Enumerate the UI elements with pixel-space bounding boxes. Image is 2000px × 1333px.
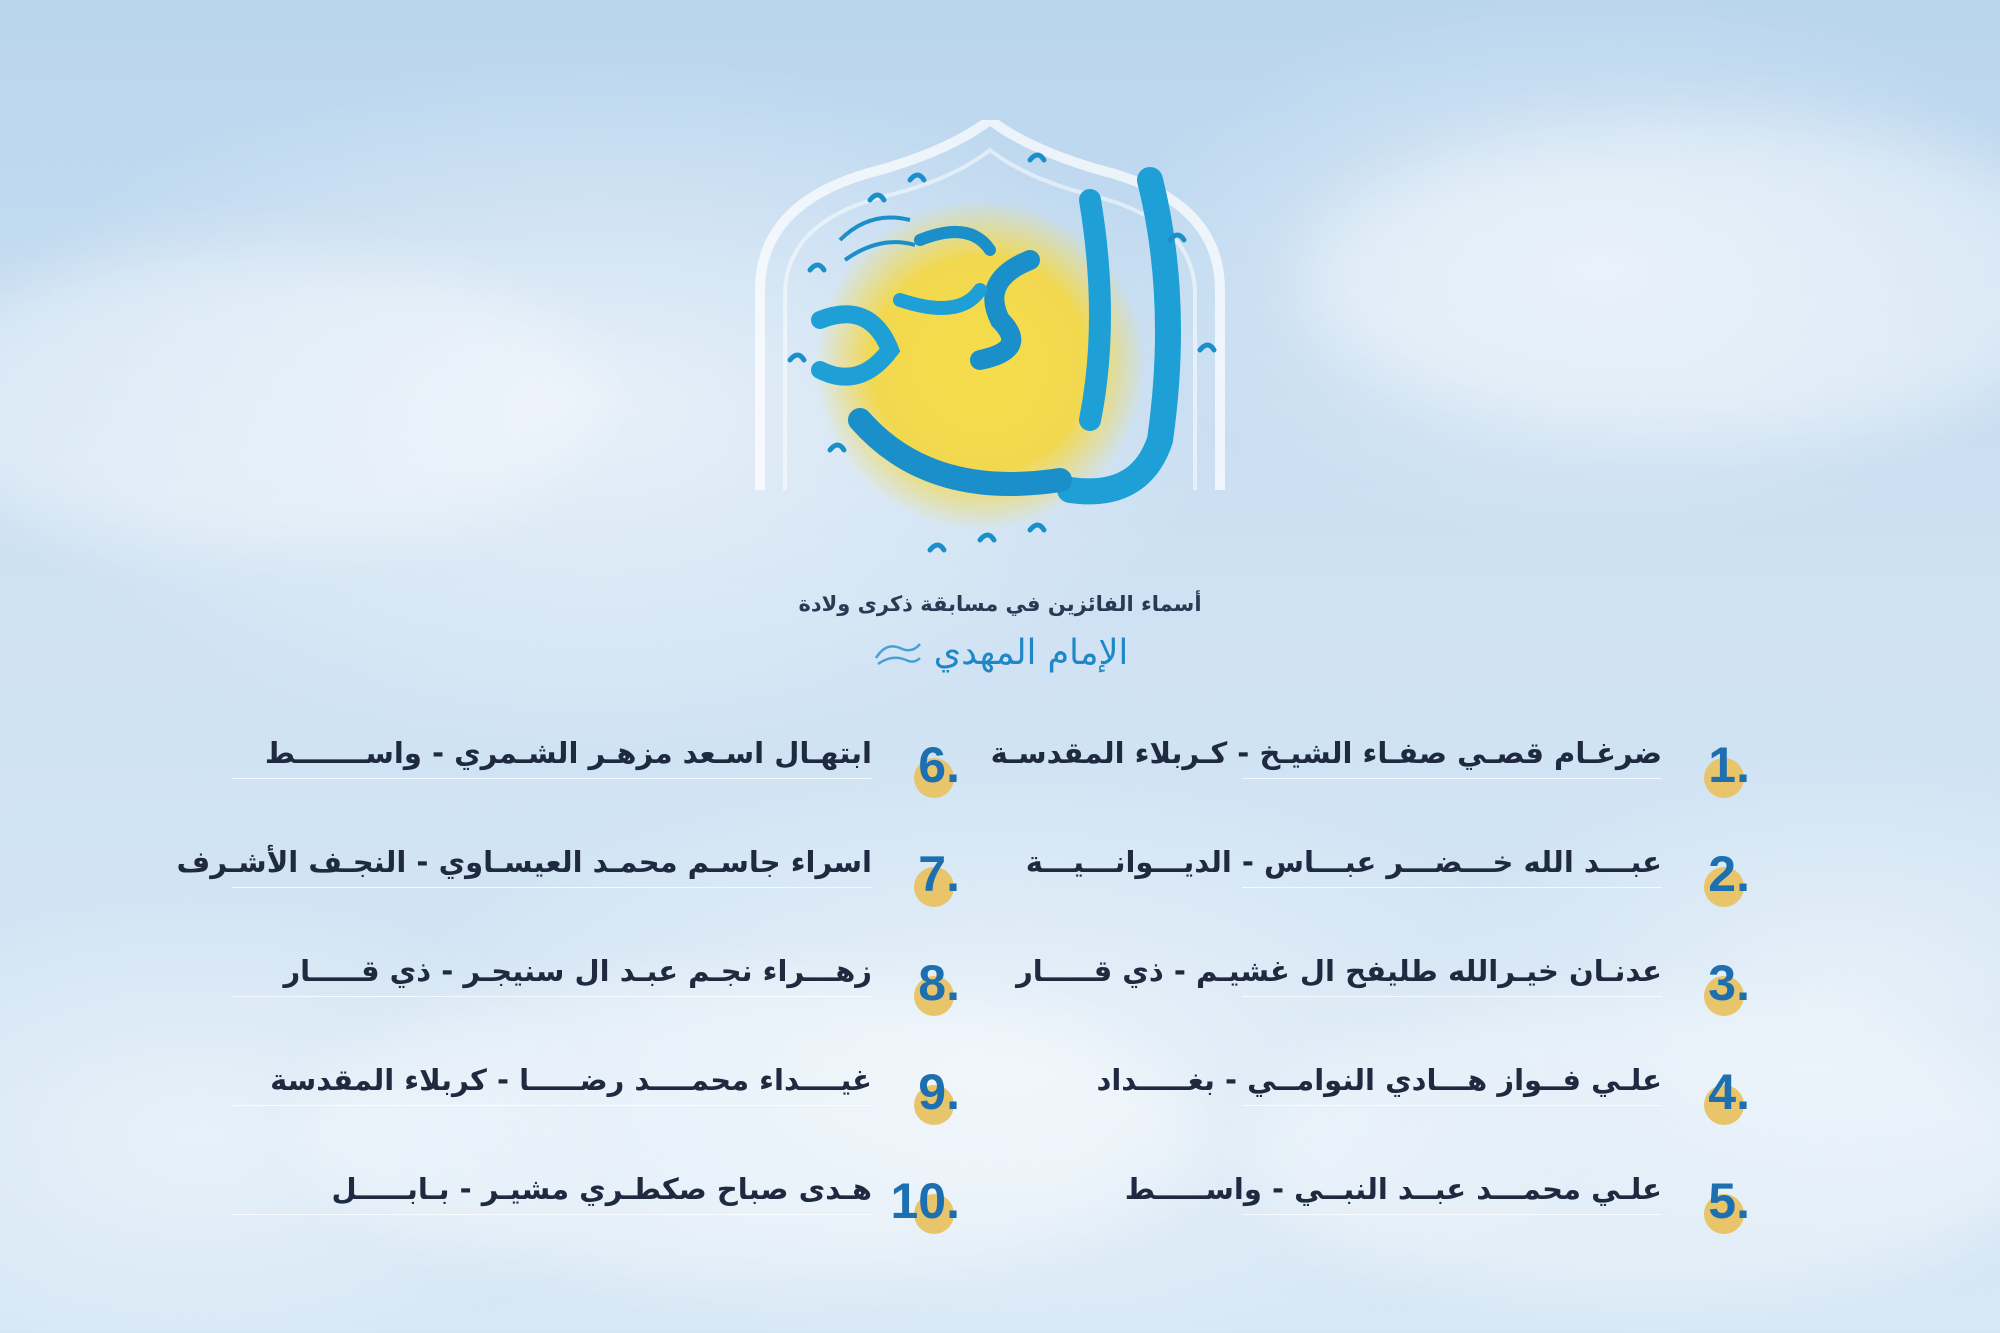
divider <box>1242 887 1662 888</box>
list-item <box>1030 1057 1750 1166</box>
winner-name: زهـــراء نجـم عبـد ال سنيجـر - ذي قـــــار <box>283 954 872 988</box>
imam-name: الإمام المهدي <box>933 633 1129 673</box>
rank-label: 9. <box>918 1064 960 1120</box>
rank-number <box>880 1057 960 1127</box>
divider <box>1242 778 1662 779</box>
rank-number <box>1670 1166 1750 1236</box>
list-item <box>1030 1166 1750 1275</box>
rank-label: 10. <box>890 1173 960 1229</box>
rank-label: 8. <box>918 955 960 1011</box>
rank-label: 1. <box>1708 737 1750 793</box>
winner-name: علـي محمـــد عبــد النبــي - واســـــط <box>1124 1172 1662 1206</box>
divider <box>232 1214 872 1215</box>
cloud-decoration <box>1300 120 2000 440</box>
cloud-decoration <box>0 250 600 550</box>
divider <box>232 996 872 997</box>
winner-name: هـدى صباح صكطـري مشيـر - بـابـــــل <box>331 1172 872 1206</box>
divider <box>232 887 872 888</box>
divider <box>1242 1105 1662 1106</box>
list-item <box>240 1057 960 1166</box>
rank-number <box>880 948 960 1018</box>
rank-number <box>1670 948 1750 1018</box>
divider <box>1242 1214 1662 1215</box>
winners-column-right <box>990 730 1750 1275</box>
seal-icon <box>872 638 924 668</box>
winner-name: عدنـان خيـرالله طليفح ال غشيـم - ذي قـــــار <box>1016 954 1662 988</box>
winners-column-left <box>176 730 960 1275</box>
rank-label: 2. <box>1708 846 1750 902</box>
rank-label: 4. <box>1708 1064 1750 1120</box>
list-item <box>990 730 1750 839</box>
rank-number <box>1670 730 1750 800</box>
rank-label: 6. <box>918 737 960 793</box>
rank-number <box>1670 839 1750 909</box>
divider <box>232 778 872 779</box>
winner-name: عبـــد الله خـــضـــر عبـــاس - الديـــوانـــيـــة <box>1025 845 1662 879</box>
divider <box>1242 996 1662 997</box>
subtitle-winners: أسماء الفائزين في مسابقة ذكرى ولادة <box>798 592 1202 616</box>
rank-label: 5. <box>1708 1173 1750 1229</box>
rank-number <box>880 1166 960 1236</box>
rank-label: 7. <box>918 846 960 902</box>
rank-number <box>1670 1057 1750 1127</box>
rank-number <box>880 839 960 909</box>
imam-title-line <box>0 633 2000 673</box>
list-item <box>240 1166 960 1275</box>
list-item <box>1025 839 1750 948</box>
imam-mahdi-calligraphy-logo <box>730 120 1250 590</box>
list-item <box>240 948 960 1057</box>
winner-name: غيــــداء محمــــد رضـــــا - كربلاء المقدسة <box>270 1063 872 1097</box>
winner-name: اسراء جاسـم محمـد العيسـاوي - النجـف الأشـرف <box>176 845 872 879</box>
rank-number <box>880 730 960 800</box>
list-item <box>240 730 960 839</box>
winner-name: ضرغـام قصـي صفـاء الشيـخ - كـربلاء المقدسـة <box>990 736 1662 770</box>
winner-name: علـي فــواز هـــادي النوامــي - بغـــــداد <box>1096 1063 1662 1097</box>
list-item <box>1016 948 1750 1057</box>
list-item <box>176 839 960 948</box>
rank-label: 3. <box>1708 955 1750 1011</box>
divider <box>232 1105 872 1106</box>
winner-name: ابتهـال اسـعد مزهـر الشـمري - واســـــــط <box>264 736 872 770</box>
